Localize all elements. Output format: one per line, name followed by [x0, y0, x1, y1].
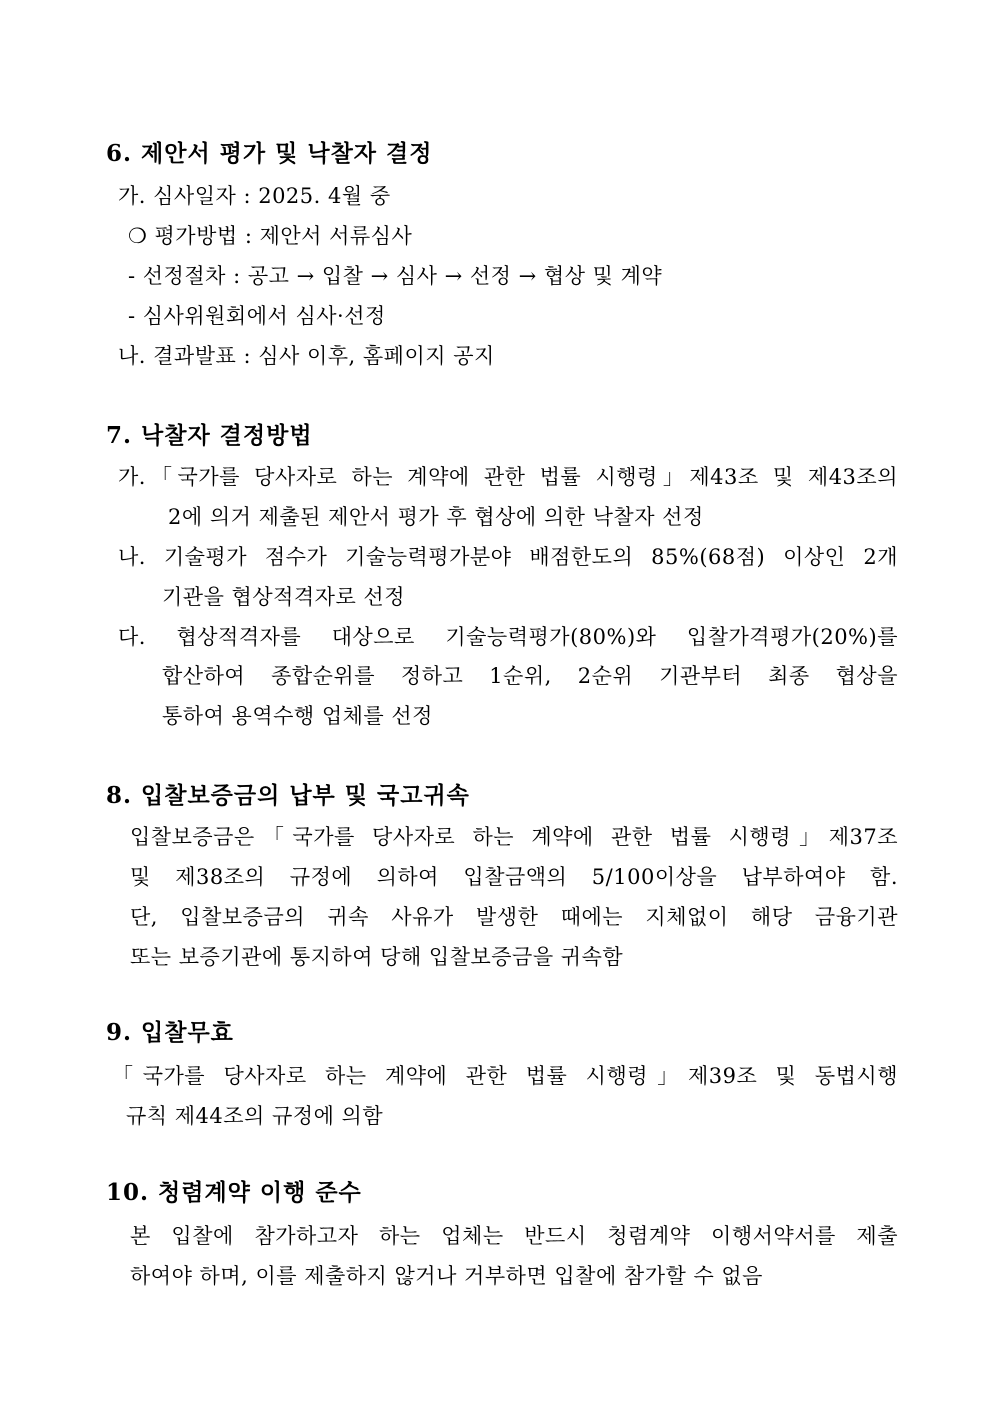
section-6-line-3: - 선정절차 : 공고 → 입찰 → 심사 → 선정 → 협상 및 계약 — [128, 264, 663, 288]
section-6-line-1: 가. 심사일자 : 2025. 4월 중 — [118, 184, 391, 208]
section-8-line-3: 단, 입찰보증금의 귀속 사유가 발생한 때에는 지체없이 해당 금융기관 — [130, 905, 898, 929]
section-10-line-1: 본 입찰에 참가하고자 하는 업체는 반드시 청렴계약 이행서약서를 제출 — [130, 1224, 898, 1248]
section-9-line-1: 「국가를 당사자로 하는 계약에 관한 법률 시행령」제39조 및 동법시행 — [112, 1064, 898, 1088]
section-10-heading: 10. 청렴계약 이행 준수 — [106, 1179, 362, 1206]
section-7-line-4: 기관을 협상적격자로 선정 — [162, 585, 405, 609]
section-8-line-1: 입찰보증금은「국가를 당사자로 하는 계약에 관한 법률 시행령」제37조 — [130, 825, 898, 849]
section-8-line-2: 및 제38조의 규정에 의하여 입찰금액의 5/100이상을 납부하여야 함. — [130, 865, 898, 889]
section-9-line-2: 규칙 제44조의 규정에 의함 — [126, 1104, 384, 1128]
section-10-line-2: 하여야 하며, 이를 제출하지 않거나 거부하면 입찰에 참가할 수 없음 — [130, 1264, 763, 1288]
section-6-line-2: ❍ 평가방법 : 제안서 서류심사 — [128, 224, 413, 248]
section-6-line-5: 나. 결과발표 : 심사 이후, 홈페이지 공지 — [118, 344, 495, 368]
section-7-line-3: 나. 기술평가 점수가 기술능력평가분야 배점한도의 85%(68점) 이상인 2개 — [118, 545, 898, 569]
section-7-line-2: 2에 의거 제출된 제안서 평가 후 협상에 의한 낙찰자 선정 — [168, 505, 704, 529]
section-7-line-6: 합산하여 종합순위를 정하고 1순위, 2순위 기관부터 최종 협상을 — [162, 664, 898, 688]
section-7-line-5: 다. 협상적격자를 대상으로 기술능력평가(80%)와 입찰가격평가(20%)를 — [118, 625, 898, 649]
section-8-line-4: 또는 보증기관에 통지하여 당해 입찰보증금을 귀속함 — [130, 945, 624, 969]
section-6-heading: 6. 제안서 평가 및 낙찰자 결정 — [106, 140, 433, 167]
section-7-line-1: 가.「국가를 당사자로 하는 계약에 관한 법률 시행령」제43조 및 제43조의 — [118, 465, 898, 489]
section-7-line-7: 통하여 용역수행 업체를 선정 — [162, 704, 433, 728]
section-9-heading: 9. 입찰무효 — [106, 1019, 234, 1046]
section-7-heading: 7. 낙찰자 결정방법 — [106, 422, 313, 449]
section-6-line-4: - 심사위원회에서 심사·선정 — [128, 304, 386, 328]
section-8-heading: 8. 입찰보증금의 납부 및 국고귀속 — [106, 782, 470, 809]
